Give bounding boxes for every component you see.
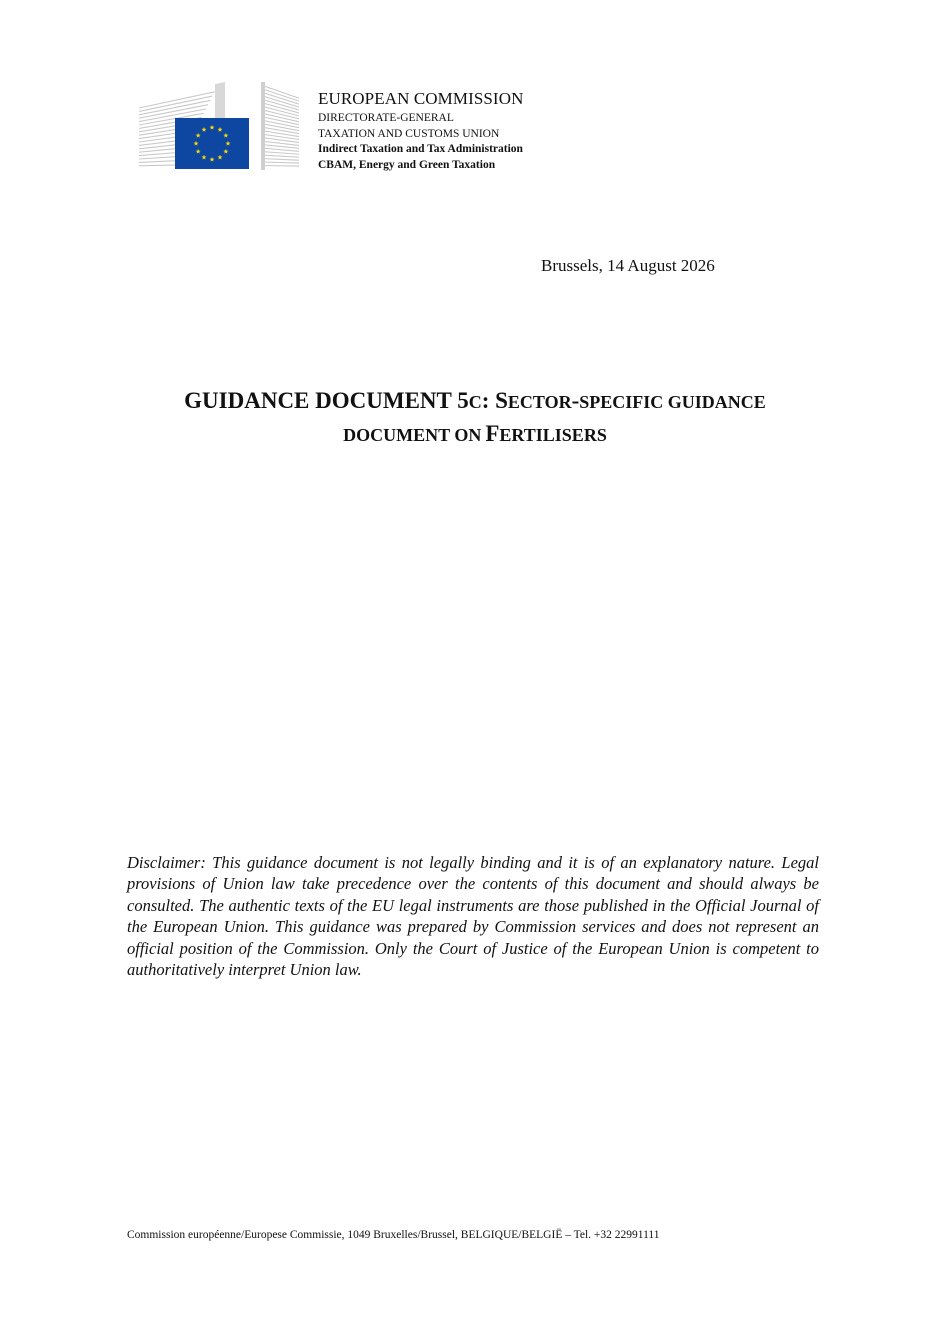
organization-block [318,90,523,173]
building-line [139,161,179,163]
building-line [261,159,299,161]
document-title [100,386,850,452]
building-line [261,131,299,137]
title-part: SPECIFIC GUIDANCE [579,392,766,412]
european-commission-logo [139,82,299,170]
organization-name: EUROPEAN COMMISSION [318,89,524,108]
footer-address: Commission européenne/Europese Commissie, 1049 Bruxelles/Brussel, BELGIQUE/BELGIË – Tel. +32 22991111 [127,1229,660,1241]
building-line [261,92,299,104]
building-tower [215,82,225,118]
title-part: F [485,421,500,446]
building-line [139,165,177,166]
building-line [261,148,299,151]
building-tower [261,82,265,170]
building-line [261,166,299,167]
building-line [139,100,210,114]
title-part: GUIDANCE DOCUMENT 5 [184,388,469,413]
title-part: DOCUMENT ON [343,425,482,445]
building-line [261,152,299,155]
title-part: C [468,392,482,412]
directorate-general-line: DIRECTORATE-GENERAL [318,112,454,124]
building-line [139,96,212,111]
building-line [261,89,299,102]
title-line-2 [100,419,850,452]
date-line: Brussels, 14 August 2026 [541,256,715,275]
title-part: ERTILISERS [499,425,607,445]
disclaimer-text: Disclaimer: This guidance document is not legally binding and it is of an explanatory nature. Legal provisions of Union law take precedence over the contents of this document and should always be consulted. The authentic texts of the EU legal instruments are those published in the Official Journal of the European Union. This guidance was prepared by Commission services and does not represent an official position of the Commission. Only the Court of Justice of the European Union is competent to authoritatively interpret Union law. [127,853,819,980]
title-part: ECTOR [507,392,572,412]
unit-name: CBAM, Energy and Green Taxation [318,158,496,171]
building-line [261,96,299,108]
title-part: : S [481,388,508,413]
directorate-unit: Indirect Taxation and Tax Administration [318,143,523,155]
building-line [139,105,208,119]
building-line [261,155,299,157]
title-part: - [571,388,580,413]
title-line-1 [100,386,850,419]
building-line [261,162,299,163]
building-line [261,85,299,98]
directorate-name: TAXATION AND CUSTOMS UNION [318,127,500,140]
building-line [261,127,299,134]
